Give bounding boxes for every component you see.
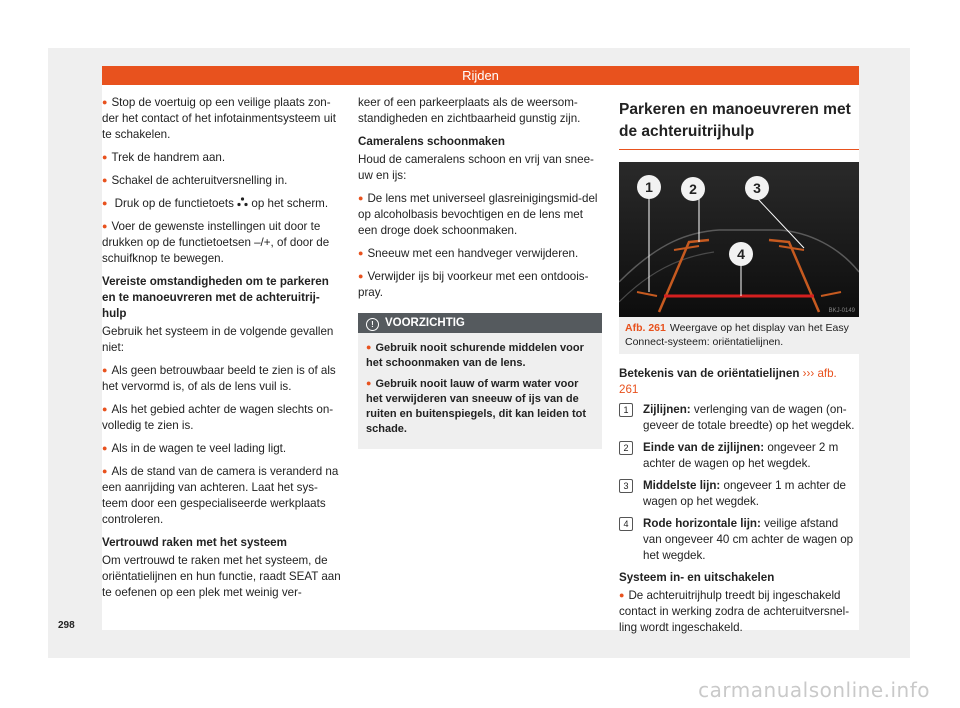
legend-term: Middelste lijn:	[643, 479, 721, 492]
column-middle	[358, 95, 602, 449]
page-content	[102, 85, 859, 634]
page-number: 298	[58, 620, 75, 631]
paragraph: Gebruik het systeem in de volgende gevallen niet:	[102, 325, 334, 354]
figure-marker-1	[637, 175, 661, 199]
bullet-item: ● Stop de voertuig op een veilige plaats zon-der het contact of het infotainmentsysteem uit te schakelen.	[102, 95, 342, 143]
svg-text:1: 1	[645, 179, 653, 195]
legend-number: 4	[619, 517, 633, 531]
section-title: Parkeren en manoeuvreren met de achteruitrijhulp	[619, 95, 859, 150]
warning-header	[358, 313, 602, 333]
bullet-item: ● Als in de wagen te veel lading ligt.	[102, 441, 342, 457]
figure-reference-link[interactable]: ››› afb. 261	[619, 367, 837, 396]
legend-text	[643, 402, 859, 434]
bullet-item: ● Sneeuw met een handveger verwijderen.	[358, 246, 602, 262]
figure-caption	[619, 317, 859, 354]
subheading: Systeem in- en uitschakelen	[619, 571, 775, 584]
bullet-item: ● De achteruitrijhulp treedt bij ingeschakeld contact in werking zodra de achteruitversnel-ling wordt ingeschakeld.	[619, 588, 859, 636]
bullet-item: ● Als de stand van de camera is veranderd na een aanrijding van achteren. Laat het sys-teem door een gespecialiseerde werkplaats controleren.	[102, 464, 342, 528]
warning-box	[358, 313, 602, 449]
legend-item-3	[619, 478, 859, 510]
bullet-item: ● Schakel de achteruitversnelling in.	[102, 173, 342, 189]
legend-term: Zijlijnen:	[643, 403, 691, 416]
bullet-item: ● Als het gebied achter de wagen slechts on-volledig te zien is.	[102, 402, 342, 434]
column-left	[102, 95, 342, 608]
warning-title: VOORZICHTIG	[385, 317, 465, 329]
legend-number: 1	[619, 403, 633, 417]
legend-item-1	[619, 402, 859, 434]
legend-text	[643, 478, 859, 510]
legend-description: veilige afstand van ongeveer 40 cm achter de wagen op het wegdek.	[643, 517, 854, 562]
legend-term: Rode horizontale lijn:	[643, 517, 761, 530]
subheading: Vertrouwd raken met het systeem	[102, 536, 287, 549]
bullet-item: ● Als geen betrouwbaar beeld te zien is of als het vervormd is, of als de lens vuil is.	[102, 363, 342, 395]
figure-marker-2	[681, 177, 705, 201]
paragraph: Om vertrouwd te raken met het systeem, de oriëntatielijnen en hun functie, raadt SEAT aan te oefenen op een plek met weinig ver-	[102, 554, 341, 599]
svg-text:2: 2	[689, 181, 697, 197]
warning-body	[358, 333, 602, 449]
legend-item-2	[619, 440, 859, 472]
legend-term: Einde van de zijlijnen:	[643, 441, 765, 454]
bullet-item: ● De lens met universeel glasreinigingsmid-del op alcoholbasis bevochtigen en de lens met een droge doek schoonmaken.	[358, 191, 602, 239]
legend-text	[643, 516, 859, 564]
bullet-item: ● Verwijder ijs bij voorkeur met een ontdoois-pray.	[358, 269, 602, 301]
figure-marker-4	[729, 242, 753, 266]
legend-number: 2	[619, 441, 633, 455]
bullet-text: Druk op de functietoets	[114, 197, 234, 210]
subheading: Vereiste omstandigheden om te parkeren en te manoeuvreren met de achteruitrij-hulp	[102, 275, 329, 320]
function-key-icon	[237, 197, 251, 210]
legend-heading-text: Betekenis van de oriëntatielijnen	[619, 367, 800, 380]
subheading: Cameralens schoonmaken	[358, 135, 505, 148]
bullet-text: op het scherm.	[251, 197, 329, 210]
chapter-header: Rijden	[102, 66, 859, 85]
bullet-item: ● Trek de handrem aan.	[102, 150, 342, 166]
bullet-item: ● Voer de gewenste instellingen uit door te drukken op de functietoetsen –/+, of door de schuifknop te bewegen.	[102, 219, 342, 267]
legend-description: ongeveer 2 m achter de wagen op het wegdek.	[643, 441, 839, 470]
paragraph: keer of een parkeerplaats als de weersom-standigheden en zichtbaarheid gunstig zijn.	[358, 96, 581, 125]
warning-item: ● Gebruik nooit lauw of warm water voor het verwijderen van sneeuw of ijs van de ruiten en buitenspiegels, dit kan leiden tot schade.	[366, 377, 594, 437]
warning-icon: !	[366, 318, 379, 331]
rear-camera-illustration	[619, 162, 859, 317]
legend-text	[643, 440, 859, 472]
svg-text:4: 4	[737, 246, 745, 262]
watermark: carmanualsonline.info	[698, 678, 930, 702]
bullet-item	[102, 196, 342, 212]
figure-marker-3	[745, 176, 769, 200]
legend-item-4	[619, 516, 859, 564]
figure-code: BKJ-0149	[828, 308, 855, 314]
legend-heading	[619, 366, 859, 398]
svg-text:3: 3	[753, 180, 761, 196]
warning-item: ● Gebruik nooit schurende middelen voor het schoonmaken van de lens.	[366, 341, 594, 371]
figure-label: Afb. 261	[625, 322, 666, 334]
legend-number: 3	[619, 479, 633, 493]
legend-description: ongeveer 1 m achter de wagen op het wegdek.	[643, 479, 846, 508]
camera-figure	[619, 162, 859, 317]
paragraph: Houd de cameralens schoon en vrij van snee-uw en ijs:	[358, 153, 594, 182]
legend-description: verlenging van de wagen (on-geveer de totale breedte) op het wegdek.	[643, 403, 855, 432]
column-right	[619, 95, 859, 643]
figure-caption-text: Weergave op het display van het Easy Connect-systeem: oriëntatielijnen.	[625, 322, 849, 348]
